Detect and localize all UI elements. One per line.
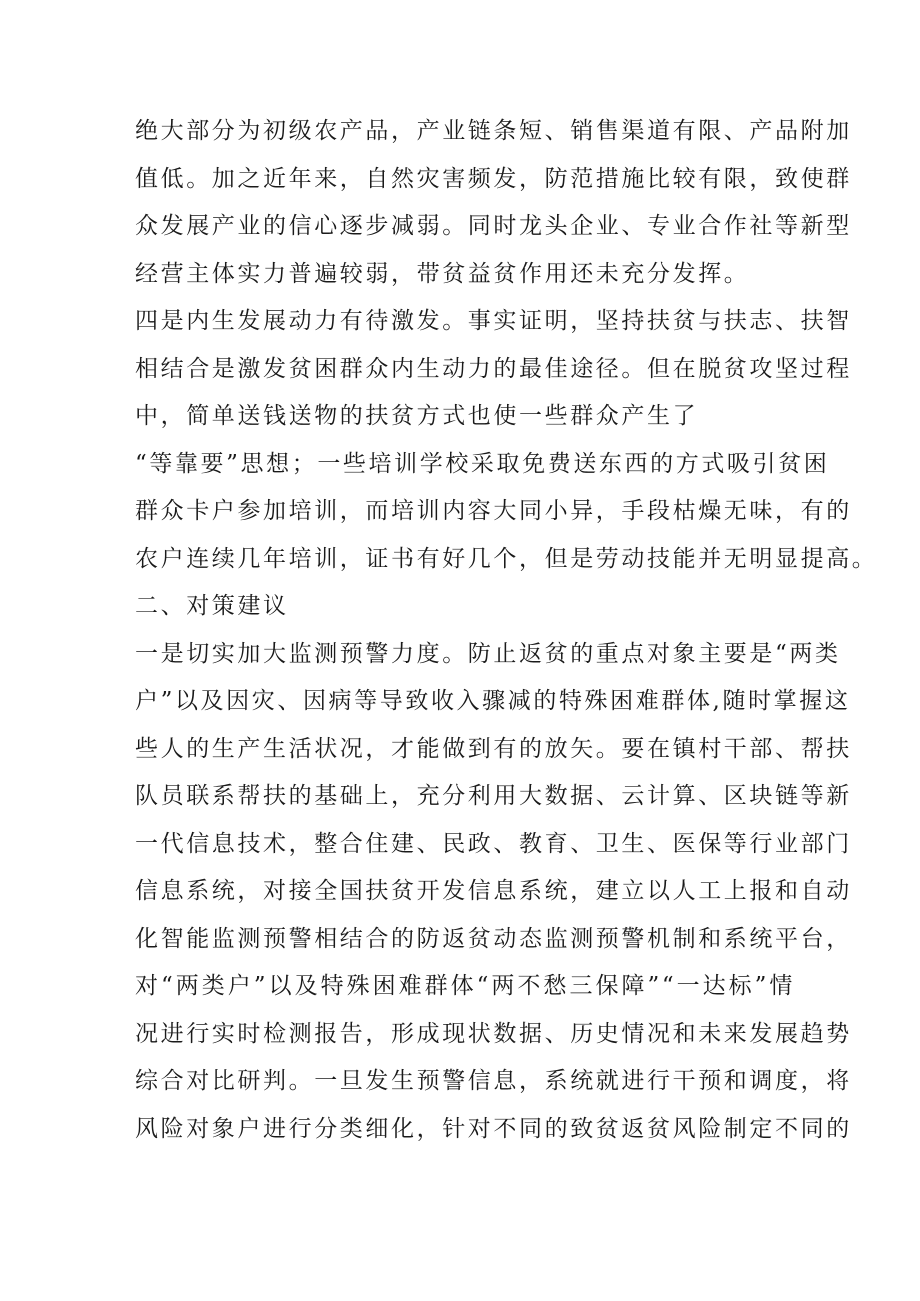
text-line: 化智能监测预警相结合的防返贫动态监测预警机制和系统平台， (135, 925, 852, 952)
text-line: 况进行实时检测报告，形成现状数据、历史情况和未来发展趋势 (135, 1020, 852, 1047)
text-line: 队员联系帮扶的基础上，充分利用大数据、云计算、区块链等新 (135, 783, 852, 809)
text-line: 对“两类户”以及特殊困难群体“两不愁三保障”“一达标”情 (135, 973, 795, 999)
text-line: 绝大部分为初级农产品，产业链条短、销售渠道有限、产品附加 (135, 118, 852, 144)
text-line: 些人的生产生活状况，才能做到有的放矢。要在镇村干部、帮扶 (135, 735, 852, 762)
text-line: 中，简单送钱送物的扶贫方式也使一些群众产生了 (135, 403, 699, 429)
text-line: 一代信息技术，整合住建、民政、教育、卫生、医保等行业部门 (135, 830, 852, 857)
text-line: 信息系统，对接全国扶贫开发信息系统，建立以人工上报和自动 (135, 878, 852, 904)
section-heading: 二、对策建议 (135, 593, 289, 619)
text-line: 群众卡户参加培训，而培训内容大同小异，手段枯燥无味，有的 (135, 498, 852, 524)
document-body (135, 108, 878, 1153)
text-line: 经营主体实力普遍较弱，带贫益贫作用还未充分发挥。 (135, 260, 750, 287)
text-line: 一是切实加大监测预警力度。防止返贫的重点对象主要是“两类 (135, 640, 841, 667)
text-line: “等靠要”思想；一些培训学校采取免费送东西的方式吸引贫困 (135, 450, 830, 477)
text-line: 相结合是激发贫困群众内生动力的最佳途径。但在脱贫攻坚过程 (135, 355, 852, 382)
text-line: 风险对象户进行分类细化，针对不同的致贫返贫风险制定不同的 (135, 1115, 852, 1142)
section-four-heading-line: 四是内生发展动力有待激发。事实证明，坚持扶贫与扶志、扶智 (135, 308, 852, 334)
text-line: 综合对比研判。一旦发生预警信息，系统就进行干预和调度，将 (135, 1068, 852, 1094)
text-line: 农户连续几年培训，证书有好几个，但是劳动技能并无明显提高。 (135, 545, 878, 572)
text-line: 户”以及因灾、因病等导致收入骤减的特殊困难群体,随时掌握这 (135, 688, 851, 714)
text-line: 众发展产业的信心逐步减弱。同时龙头企业、专业合作社等新型 (135, 213, 852, 239)
text-line: 值低。加之近年来，自然灾害频发，防范措施比较有限，致使群 (135, 165, 852, 192)
